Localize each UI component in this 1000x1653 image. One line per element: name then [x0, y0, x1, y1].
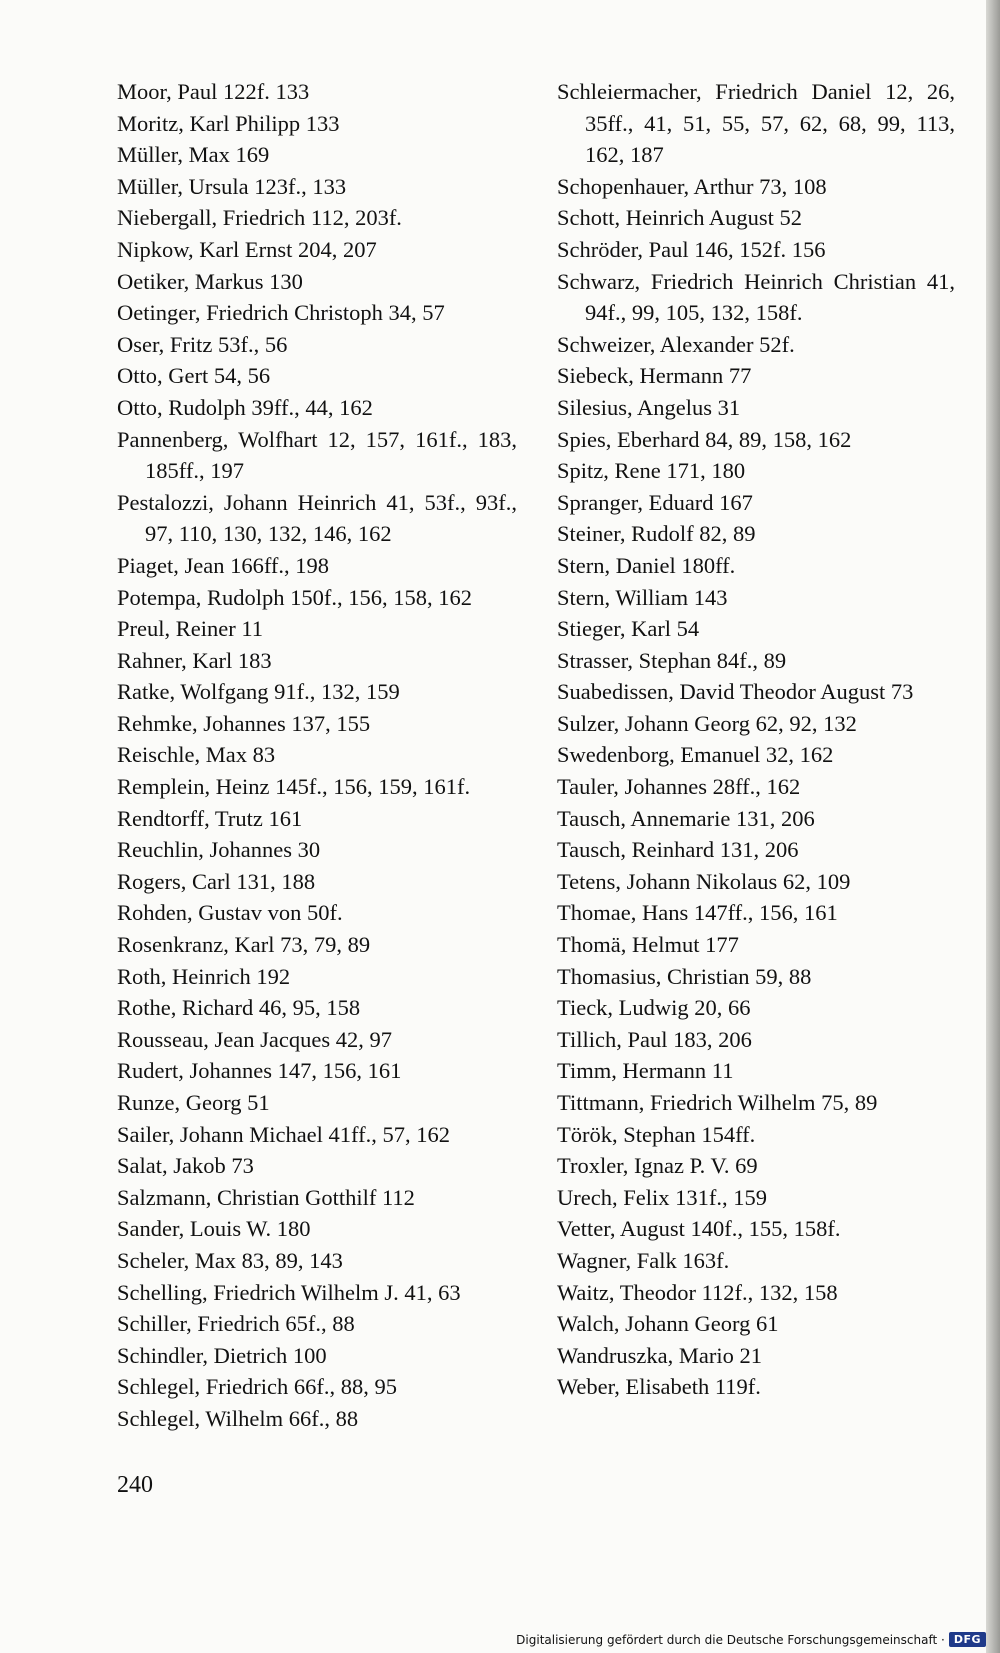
index-entry: Otto, Gert 54, 56 [117, 363, 271, 389]
index-entry: Moor, Paul 122f. 133 [117, 79, 310, 104]
index-entry: Rothe, Richard 46, 95, 158 [117, 995, 361, 1021]
index-entry: Schiller, Friedrich 65f., 88 [117, 1311, 355, 1337]
index-entry: Sailer, Johann Michael 41ff., 57, 162 [117, 1121, 450, 1147]
index-entry: Rousseau, Jean Jacques 42, 97 [117, 1026, 392, 1052]
index-entry: Vetter, August 140f., 155, 158f. [557, 1216, 841, 1242]
index-entry: Rendtorff, Trutz 161 [117, 805, 303, 831]
index-entry: Tieck, Ludwig 20, 66 [557, 995, 751, 1021]
index-entry: Schleiermacher, Friedrich Daniel 12, 26, 35ff., 41, 51, 55, 57, 62, 68, 99, 113, 162, 187 [557, 79, 955, 168]
index-entry: Thomasius, Christian 59, 88 [557, 963, 812, 989]
index-entry: Schindler, Dietrich 100 [117, 1342, 327, 1368]
index-entry: Stern, Daniel 180ff. [557, 552, 736, 578]
index-entry: Spitz, Rene 171, 180 [557, 458, 746, 484]
index-entry: Schopenhauer, Arthur 73, 108 [557, 173, 827, 199]
index-entry: Török, Stephan 154ff. [557, 1121, 756, 1147]
index-entry: Rehmke, Johannes 137, 155 [117, 710, 371, 736]
index-entry: Waitz, Theodor 112f., 132, 158 [557, 1279, 838, 1305]
index-entry: Tillich, Paul 183, 206 [557, 1026, 752, 1052]
index-entry: Rudert, Johannes 147, 156, 161 [117, 1058, 402, 1084]
index-entry: Timm, Hermann 11 [557, 1058, 734, 1084]
index-entry: Reischle, Max 83 [117, 742, 276, 768]
index-entry: Oetinger, Friedrich Christoph 34, 57 [117, 300, 445, 326]
index-entry: Siebeck, Hermann 77 [557, 363, 752, 389]
index-entry: Swedenborg, Emanuel 32, 162 [557, 742, 834, 768]
index-entry: Wandruszka, Mario 21 [557, 1342, 763, 1368]
index-entry: Schwarz, Friedrich Heinrich Christian 41, 94f., 99, 105, 132, 158f. [557, 268, 955, 326]
index-entry: Steiner, Rudolf 82, 89 [557, 521, 756, 547]
index-entry: Walch, Johann Georg 61 [557, 1311, 779, 1337]
index-entry: Schelling, Friedrich Wilhelm J. 41, 63 [117, 1279, 461, 1305]
index-entry: Oser, Fritz 53f., 56 [117, 331, 288, 357]
index-entry: Pannenberg, Wolfhart 12, 157, 161f., 183, 185ff., 197 [117, 426, 517, 484]
index-entry: Schott, Heinrich August 52 [557, 205, 802, 231]
index-entry: Reuchlin, Johannes 30 [117, 837, 321, 863]
index-entry: Stern, William 143 [557, 584, 728, 610]
index-entry: Moritz, Karl Philipp 133 [117, 110, 340, 136]
page-number: 240 [117, 1472, 153, 1498]
index-entry: Oetiker, Markus 130 [117, 268, 303, 294]
index-entry: Sulzer, Johann Georg 62, 92, 132 [557, 710, 857, 736]
index-entry: Remplein, Heinz 145f., 156, 159, 161f. [117, 774, 471, 800]
index-entry: Schröder, Paul 146, 152f. 156 [557, 236, 826, 262]
index-entry: Tauler, Johannes 28ff., 162 [557, 774, 801, 800]
index-entry: Roth, Heinrich 192 [117, 963, 291, 989]
index-entry: Tetens, Johann Nikolaus 62, 109 [557, 868, 851, 894]
index-entry: Tausch, Reinhard 131, 206 [557, 837, 799, 863]
index-entry: Strasser, Stephan 84f., 89 [557, 647, 787, 673]
index-entry: Preul, Reiner 11 [117, 616, 264, 642]
index-entry: Spranger, Eduard 167 [557, 489, 753, 515]
index-entry: Thomä, Helmut 177 [557, 932, 739, 958]
index-entry: Potempa, Rudolph 150f., 156, 158, 162 [117, 584, 472, 610]
index-entry: Silesius, Angelus 31 [557, 394, 741, 420]
page-edge [986, 0, 1000, 1653]
index-entry: Salat, Jakob 73 [117, 1153, 254, 1179]
index-entry: Piaget, Jean 166ff., 198 [117, 552, 330, 578]
index-entry: Schlegel, Wilhelm 66f., 88 [117, 1405, 359, 1431]
index-entry: Thomae, Hans 147ff., 156, 161 [557, 900, 838, 926]
index-column-left [117, 76, 517, 1435]
index-entry: Troxler, Ignaz P. V. 69 [557, 1153, 758, 1179]
index-entry: Pestalozzi, Johann Heinrich 41, 53f., 93f., 97, 110, 130, 132, 146, 162 [117, 489, 517, 547]
footer-text: Digitalisierung gefördert durch die Deutsche Forschungsgemeinschaft · [516, 1632, 945, 1647]
index-entry: Weber, Elisabeth 119f. [557, 1374, 761, 1400]
index-entry: Rogers, Carl 131, 188 [117, 868, 316, 894]
index-entry: Müller, Ursula 123f., 133 [117, 173, 347, 199]
index-entry: Scheler, Max 83, 89, 143 [117, 1247, 343, 1273]
index-entry: Tausch, Annemarie 131, 206 [557, 805, 815, 831]
index-entry: Tittmann, Friedrich Wilhelm 75, 89 [557, 1090, 878, 1115]
index-entry: Sander, Louis W. 180 [117, 1216, 311, 1242]
index-entry: Rahner, Karl 183 [117, 647, 272, 673]
index-entry: Rohden, Gustav von 50f. [117, 900, 343, 926]
index-entry: Salzmann, Christian Gotthilf 112 [117, 1184, 415, 1210]
index-entry: Müller, Max 169 [117, 142, 270, 168]
dfg-logo: DFG [949, 1632, 986, 1647]
digitization-footer [516, 1632, 986, 1647]
index-entry: Urech, Felix 131f., 159 [557, 1184, 767, 1210]
index-entry: Schweizer, Alexander 52f. [557, 331, 795, 357]
index-entry: Stieger, Karl 54 [557, 616, 700, 642]
index-entry: Wagner, Falk 163f. [557, 1247, 730, 1273]
index-entry: Runze, Georg 51 [117, 1090, 270, 1115]
index-entry: Suabedissen, David Theodor August 73 [557, 679, 914, 705]
index-entry: Spies, Eberhard 84, 89, 158, 162 [557, 426, 852, 452]
index-entry: Nipkow, Karl Ernst 204, 207 [117, 236, 377, 262]
index-entry: Schlegel, Friedrich 66f., 88, 95 [117, 1374, 397, 1400]
index-column-right [557, 76, 955, 1403]
index-entry: Ratke, Wolfgang 91f., 132, 159 [117, 679, 400, 705]
index-entry: Rosenkranz, Karl 73, 79, 89 [117, 932, 371, 958]
index-entry: Niebergall, Friedrich 112, 203f. [117, 205, 402, 231]
index-entry: Otto, Rudolph 39ff., 44, 162 [117, 394, 373, 420]
